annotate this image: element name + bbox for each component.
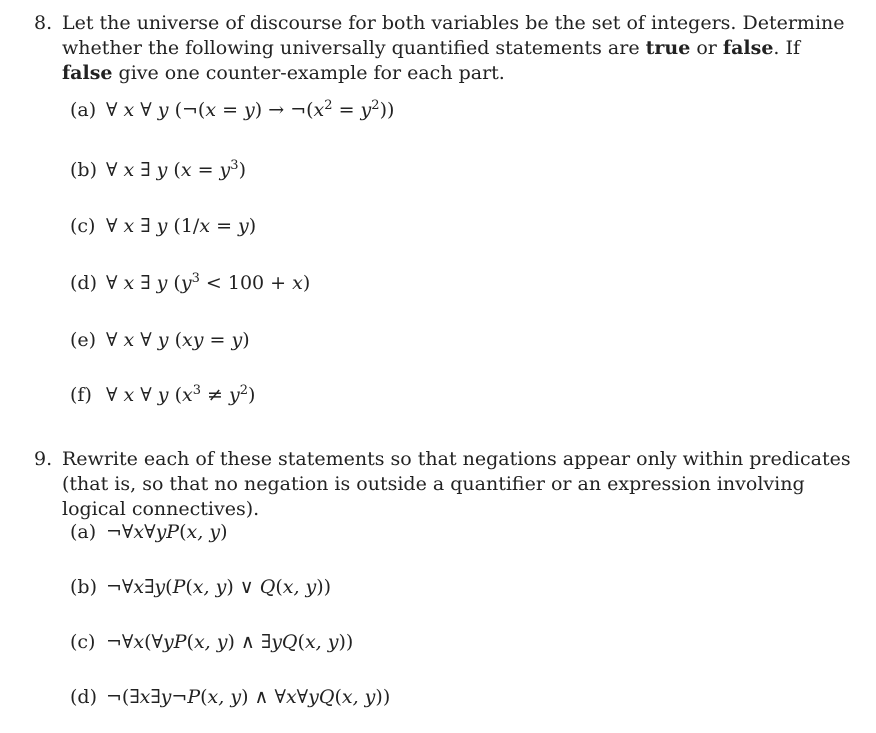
part-expression: ¬∀x∃y(P(x, y) ∨ Q(x, y)) — [106, 576, 332, 598]
bold-false-2: false — [62, 62, 113, 84]
part-expression: ∀ x ∀ y (xy = y) — [106, 329, 250, 351]
problem-8-part-a — [70, 98, 394, 123]
problem-9-part-a — [70, 520, 227, 545]
part-label: (a) — [70, 521, 97, 543]
part-expression: ∀ x ∃ y (1/x = y) — [106, 215, 257, 237]
problem-9-statement: Rewrite each of these statements so that negations appear only within predicates (that is, so that no negation is outside a quantifier or an expression involving logical connectives). — [62, 448, 851, 520]
part-label: (d) — [70, 686, 97, 708]
part-label: (e) — [70, 329, 97, 351]
problem-8-part-e — [70, 328, 250, 353]
bold-false: false — [722, 37, 774, 59]
problem-8-part-b — [70, 158, 246, 183]
part-label: (b) — [70, 576, 97, 598]
part-expression: ∀ x ∃ y $(x = y^3)$ — [106, 158, 246, 181]
bold-true: true — [645, 37, 691, 59]
part-label: (c) — [70, 215, 96, 237]
problem-8-statement: Let the universe of discourse for both variables be the set of integers. Determine whether the following universally quantified statements are true or false. If false give one counter-example for each part. — [62, 12, 845, 84]
problem-8-part-c — [70, 214, 256, 239]
part-expression: ∀ x ∀ y (¬(x = $y) \to \neg(x^2 = y^2)$) — [106, 98, 395, 121]
part-label: (f) — [70, 384, 92, 406]
part-label: (d) — [70, 272, 97, 294]
part-label: (a) — [70, 99, 97, 121]
part-expression: ∀ x ∃ y $(y^3 < 100 + x)$ — [106, 271, 311, 294]
part-label: (b) — [70, 159, 97, 181]
problem-9-part-d — [70, 685, 390, 710]
part-expression: ¬∀x(∀yP(x, y) ∧ ∃yQ(x, y)) — [106, 631, 354, 653]
problem-8-number: 8. — [34, 12, 53, 34]
part-expression: ¬∀x∀yP(x, y) — [106, 521, 228, 543]
part-label: (c) — [70, 631, 96, 653]
problem-9-part-b — [70, 575, 331, 600]
part-expression: ¬(∃x∃y¬P(x, y) ∧ ∀x∀yQ(x, y)) — [106, 686, 391, 708]
problem-9-part-c — [70, 630, 353, 655]
problem-8-part-d — [70, 271, 310, 296]
part-expression: ∀ x ∀ y $(x^3 \ne y^2)$ — [106, 383, 256, 406]
problem-9-number: 9. — [34, 448, 53, 470]
problem-8-part-f — [70, 383, 255, 408]
